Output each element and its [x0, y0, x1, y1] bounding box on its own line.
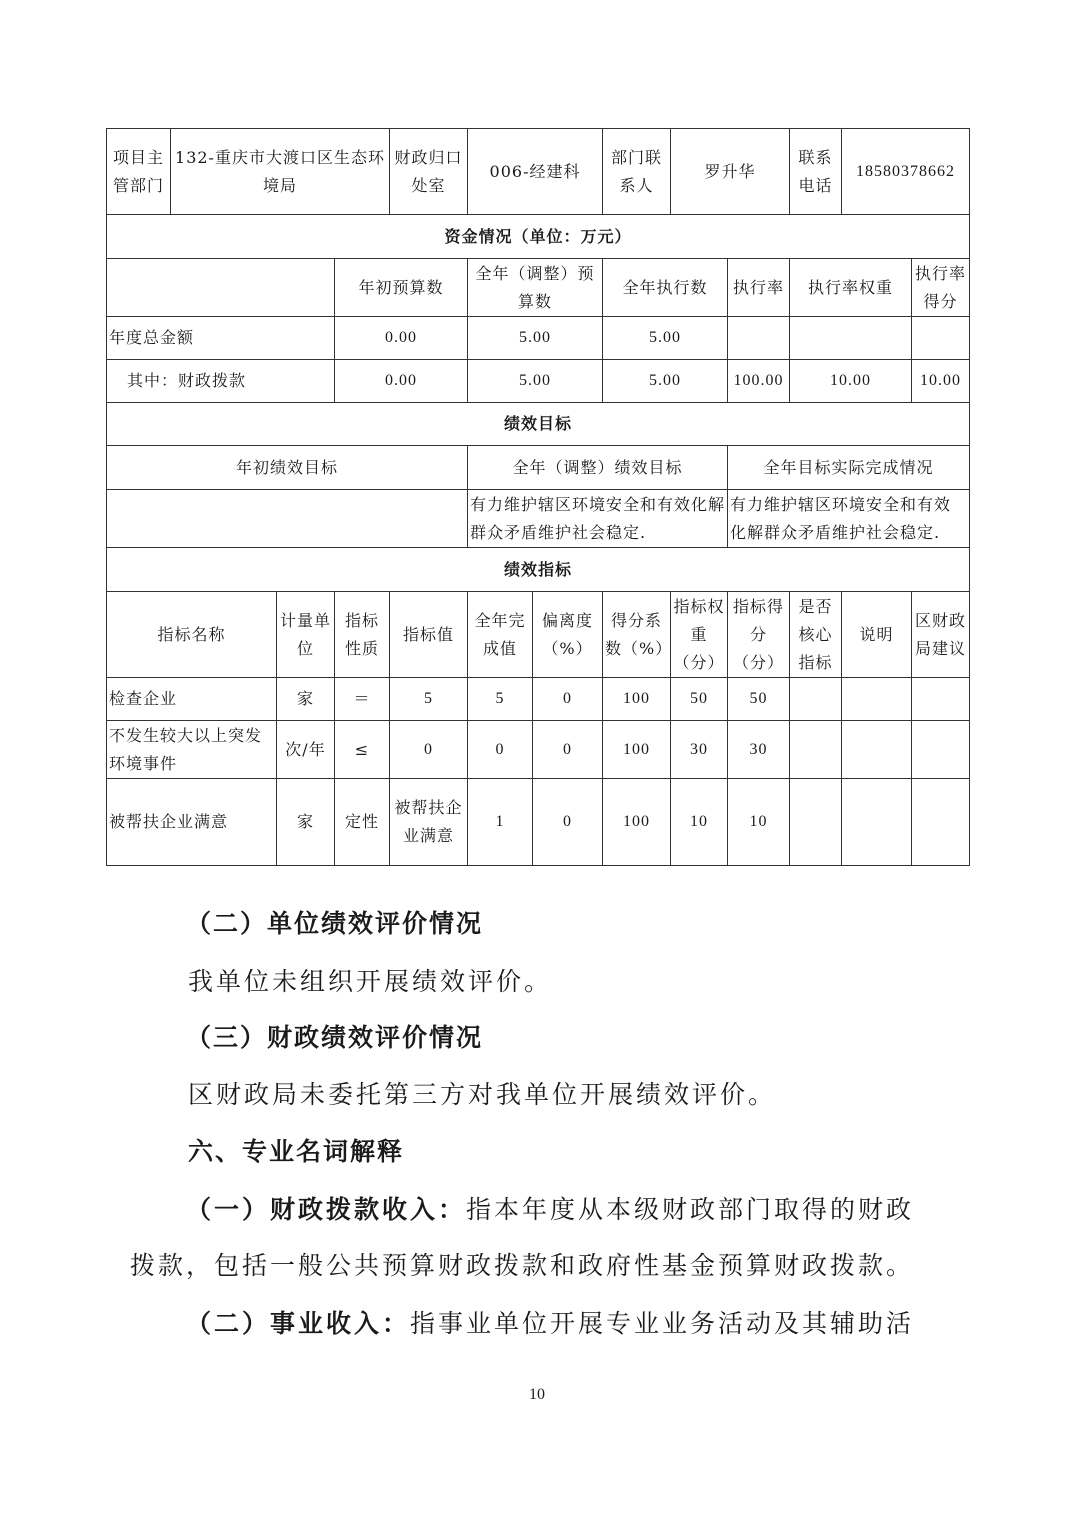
goal-adjusted: 有力维护辖区环境安全和有效化解群众矛盾维护社会稳定.	[468, 490, 728, 548]
dept-label: 项目主管部门	[107, 129, 171, 215]
funds-title: 资金情况（单位：万元）	[107, 215, 970, 259]
page-number: 10	[529, 1386, 545, 1403]
funds-col-rate: 执行率	[728, 259, 790, 317]
goal-actual: 有力维护辖区环境安全和有效化解群众矛盾维护社会稳定.	[728, 490, 970, 548]
funds-col-weight: 执行率权重	[790, 259, 912, 317]
funds-row: 年度总金额 0.00 5.00 5.00	[107, 317, 970, 360]
funds-col-blank	[107, 259, 335, 317]
performance-table	[106, 128, 970, 866]
section-finance-eval-title: （三）财政绩效评价情况	[186, 1023, 484, 1052]
contact-value: 罗升华	[671, 129, 790, 215]
term-fiscal-appropriation-cont: 拨款，包括一般公共预算财政拨款和政府性基金预算财政拨款。	[130, 1251, 915, 1280]
office-label: 财政归口处室	[390, 129, 468, 215]
indicators-header-row: 指标名称 计量单位 指标性质 指标值 全年完成值 偏离度（%） 得分系数（%） 指标权重（分） 指标得分（分） 是否核心指标 说明 区财政局建议	[107, 592, 970, 678]
section-glossary-title: 六、专业名词解释	[188, 1137, 405, 1166]
term-business-income: （二）事业收入：指事业单位开展专业业务活动及其辅助活	[186, 1309, 915, 1338]
phone-label: 联系电话	[790, 129, 842, 215]
goals-header-row: 年初绩效目标 全年（调整）绩效目标 全年目标实际完成情况	[107, 446, 970, 490]
office-value: 006-经建科	[468, 129, 603, 215]
term-fiscal-appropriation: （一）财政拨款收入：指本年度从本级财政部门取得的财政	[186, 1195, 915, 1224]
funds-col-adjusted: 全年（调整）预算数	[468, 259, 603, 317]
indicator-row: 检查企业 家 ＝ 5 5 0 100 50 50	[107, 678, 970, 721]
indicator-row: 被帮扶企业满意 家 定性 被帮扶企业满意 1 0 100 10 10	[107, 779, 970, 866]
funds-row: 其中：财政拨款 0.00 5.00 5.00 100.00 10.00 10.00	[107, 360, 970, 403]
indicators-title: 绩效指标	[107, 548, 970, 592]
funds-col-score: 执行率得分	[912, 259, 970, 317]
funds-col-executed: 全年执行数	[603, 259, 728, 317]
section-unit-eval-text: 我单位未组织开展绩效评价。	[188, 967, 553, 996]
contact-label: 部门联系人	[603, 129, 671, 215]
indicator-row: 不发生较大以上突发环境事件 次/年 ≤ 0 0 0 100 30 30	[107, 721, 970, 779]
funds-col-initial: 年初预算数	[335, 259, 468, 317]
goals-row	[107, 490, 970, 548]
phone-value: 18580378662	[842, 129, 970, 215]
dept-value: 132-重庆市大渡口区生态环境局	[171, 129, 390, 215]
goals-title: 绩效目标	[107, 403, 970, 446]
header-row	[107, 129, 970, 215]
funds-header-row	[107, 259, 970, 317]
goal-initial	[107, 490, 468, 548]
section-finance-eval-text: 区财政局未委托第三方对我单位开展绩效评价。	[188, 1080, 777, 1109]
section-unit-eval-title: （二）单位绩效评价情况	[186, 909, 484, 938]
